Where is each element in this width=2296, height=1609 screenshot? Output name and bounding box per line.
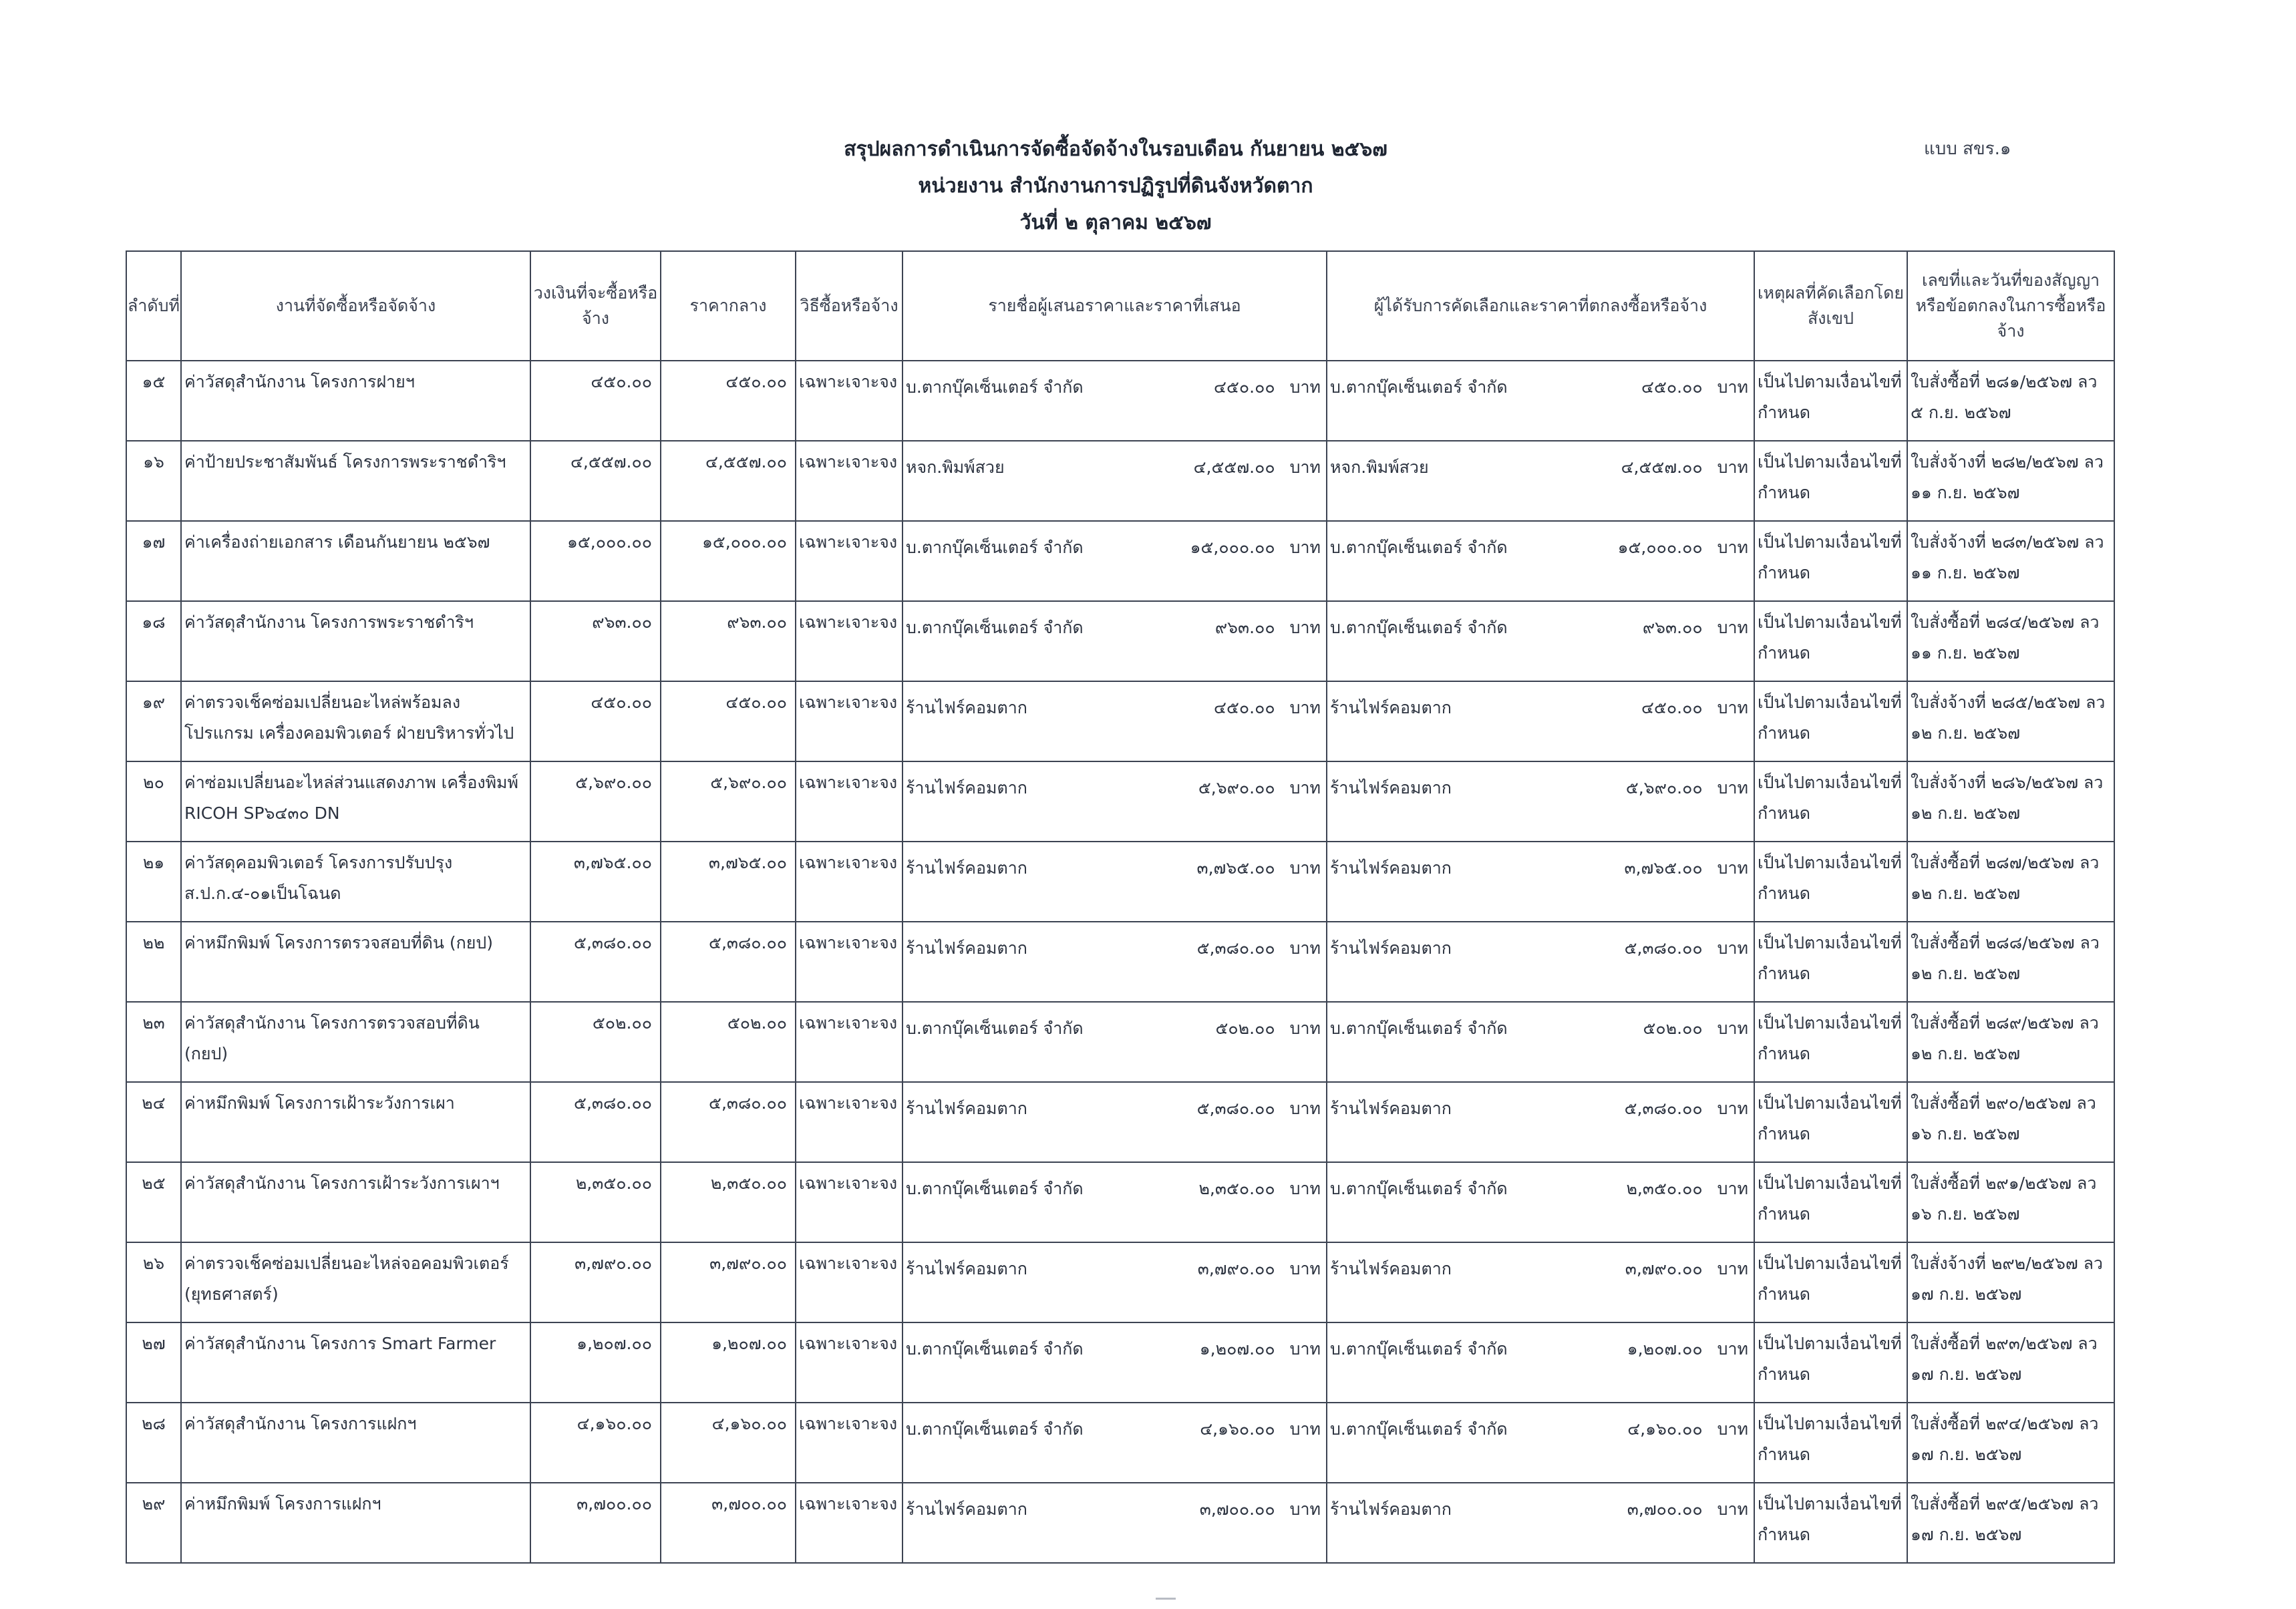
row-bidder-name: หจก.พิมพ์สวย — [906, 458, 1005, 477]
row-reason: เป็นไปตามเงื่อนไขที่กำหนด — [1754, 601, 1907, 681]
row-method: เฉพาะเจาะจง — [796, 1162, 903, 1242]
table-row — [126, 1082, 2114, 1162]
row-budget: ๒,๓๕๐.๐๐ — [530, 1162, 661, 1242]
col-header-contract: เลขที่และวันที่ของสัญญาหรือข้อตกลงในการซื้อหรือจ้าง — [1907, 251, 2114, 361]
row-winner-name: ร้านไฟร์คอมตาก — [1330, 698, 1452, 717]
row-bid-price: ๓,๗๙๐.๐๐ — [1197, 1259, 1275, 1278]
row-win-price: ๒,๓๕๐.๐๐ — [1626, 1179, 1703, 1198]
row-reason: เป็นไปตามเงื่อนไขที่กำหนด — [1754, 1162, 1907, 1242]
row-bidder-name: ร้านไฟร์คอมตาก — [906, 858, 1027, 878]
row-bid-price: ๕,๓๘๐.๐๐ — [1196, 1099, 1275, 1118]
row-contract: ใบสั่งจ้างที่ ๒๙๒/๒๕๖๗ ลว ๑๗ ก.ย. ๒๕๖๗ — [1907, 1242, 2114, 1322]
row-bid-unit: บาท — [1289, 1179, 1321, 1198]
row-median-price: ๓,๗๙๐.๐๐ — [661, 1242, 796, 1322]
row-bid-price: ๙๖๓.๐๐ — [1214, 618, 1275, 637]
row-win-unit: บาท — [1717, 938, 1748, 958]
row-bidder-cell — [903, 842, 1327, 922]
row-item: ค่าวัสดุสำนักงาน โครงการพระราชดำริฯ — [181, 601, 530, 681]
row-selected-cell — [1327, 1162, 1754, 1242]
row-reason: เป็นไปตามเงื่อนไขที่กำหนด — [1754, 361, 1907, 441]
col-header-bidders: รายชื่อผู้เสนอราคาและราคาที่เสนอ — [903, 251, 1327, 361]
row-win-price: ๙๖๓.๐๐ — [1642, 618, 1703, 637]
row-bid-price: ๕,๓๘๐.๐๐ — [1196, 938, 1275, 958]
table-row — [126, 681, 2114, 761]
row-win-unit: บาท — [1717, 1099, 1748, 1118]
row-number: ๒๗ — [126, 1322, 181, 1403]
row-bid-unit: บาท — [1289, 377, 1321, 397]
page-mark — [1156, 1598, 1176, 1600]
row-number: ๑๕ — [126, 361, 181, 441]
row-bidder-name: ร้านไฟร์คอมตาก — [906, 778, 1027, 797]
row-median-price: ๑,๒๐๗.๐๐ — [661, 1322, 796, 1403]
row-win-price: ๔๕๐.๐๐ — [1641, 698, 1703, 717]
row-winner-name: ร้านไฟร์คอมตาก — [1330, 1499, 1452, 1519]
row-item: ค่าหมึกพิมพ์ โครงการแฝกฯ — [181, 1483, 530, 1563]
row-selected-cell — [1327, 601, 1754, 681]
row-median-price: ๕,๖๙๐.๐๐ — [661, 761, 796, 842]
row-bidder-cell — [903, 1242, 1327, 1322]
row-reason: เป็นไปตามเงื่อนไขที่กำหนด — [1754, 842, 1907, 922]
row-selected-cell — [1327, 1483, 1754, 1563]
row-bidder-cell — [903, 441, 1327, 521]
row-win-unit: บาท — [1717, 1419, 1748, 1439]
row-bid-price: ๒,๓๕๐.๐๐ — [1198, 1179, 1275, 1198]
row-win-price: ๔,๕๕๗.๐๐ — [1621, 458, 1703, 477]
row-win-unit: บาท — [1717, 377, 1748, 397]
row-reason: เป็นไปตามเงื่อนไขที่กำหนด — [1754, 521, 1907, 601]
row-win-price: ๓,๗๖๕.๐๐ — [1624, 858, 1703, 878]
row-method: เฉพาะเจาะจง — [796, 761, 903, 842]
col-header-reason: เหตุผลที่คัดเลือกโดยสังเขป — [1754, 251, 1907, 361]
row-winner-name: บ.ตากบุ๊คเซ็นเตอร์ จำกัด — [1330, 1179, 1508, 1198]
row-bidder-cell — [903, 1403, 1327, 1483]
row-reason: เป็นไปตามเงื่อนไขที่กำหนด — [1754, 1322, 1907, 1403]
form-code: แบบ สขร.๑ — [1924, 139, 2011, 159]
row-method: เฉพาะเจาะจง — [796, 842, 903, 922]
row-win-unit: บาท — [1717, 1179, 1748, 1198]
row-bidder-cell — [903, 361, 1327, 441]
row-contract: ใบสั่งซื้อที่ ๒๘๔/๒๕๖๗ ลว ๑๑ ก.ย. ๒๕๖๗ — [1907, 601, 2114, 681]
row-bid-unit: บาท — [1289, 938, 1321, 958]
row-budget: ๓,๗๙๐.๐๐ — [530, 1242, 661, 1322]
row-median-price: ๓,๗๖๕.๐๐ — [661, 842, 796, 922]
row-win-price: ๕,๓๘๐.๐๐ — [1624, 938, 1703, 958]
row-win-price: ๕๐๒.๐๐ — [1643, 1019, 1703, 1038]
row-budget: ๓,๗๖๕.๐๐ — [530, 842, 661, 922]
row-item: ค่าตรวจเช็คซ่อมเปลี่ยนอะไหล่พร้อมลงโปรแกรม เครื่องคอมพิวเตอร์ ฝ่ายบริหารทั่วไป — [181, 681, 530, 761]
row-winner-name: บ.ตากบุ๊คเซ็นเตอร์ จำกัด — [1330, 1019, 1508, 1038]
row-bid-unit: บาท — [1289, 1019, 1321, 1038]
row-bidder-cell — [903, 761, 1327, 842]
row-win-price: ๓,๗๐๐.๐๐ — [1627, 1499, 1703, 1519]
row-budget: ๑,๒๐๗.๐๐ — [530, 1322, 661, 1403]
row-median-price: ๔,๑๖๐.๐๐ — [661, 1403, 796, 1483]
procurement-table — [126, 250, 2115, 1564]
row-item: ค่าตรวจเช็คซ่อมเปลี่ยนอะไหล่จอคอมพิวเตอร์ (ยุทธศาสตร์) — [181, 1242, 530, 1322]
row-reason: เป็นไปตามเงื่อนไขที่กำหนด — [1754, 441, 1907, 521]
row-bid-price: ๔๕๐.๐๐ — [1214, 698, 1275, 717]
row-bid-unit: บาท — [1289, 698, 1321, 717]
row-bid-unit: บาท — [1289, 1419, 1321, 1439]
row-contract: ใบสั่งซื้อที่ ๒๘๘/๒๕๖๗ ลว ๑๒ ก.ย. ๒๕๖๗ — [1907, 922, 2114, 1002]
row-bidder-cell — [903, 681, 1327, 761]
row-contract: ใบสั่งจ้างที่ ๒๘๕/๒๕๖๗ ลว ๑๒ ก.ย. ๒๕๖๗ — [1907, 681, 2114, 761]
row-win-price: ๔,๑๖๐.๐๐ — [1627, 1419, 1703, 1439]
row-budget: ๔,๕๕๗.๐๐ — [530, 441, 661, 521]
row-median-price: ๔,๕๕๗.๐๐ — [661, 441, 796, 521]
row-bidder-cell — [903, 601, 1327, 681]
row-selected-cell — [1327, 1403, 1754, 1483]
row-method: เฉพาะเจาะจง — [796, 601, 903, 681]
row-method: เฉพาะเจาะจง — [796, 922, 903, 1002]
row-reason: เป็นไปตามเงื่อนไขที่กำหนด — [1754, 1082, 1907, 1162]
row-winner-name: ร้านไฟร์คอมตาก — [1330, 858, 1452, 878]
row-item: ค่าวัสดุสำนักงาน โครงการแฝกฯ — [181, 1403, 530, 1483]
row-method: เฉพาะเจาะจง — [796, 1242, 903, 1322]
row-method: เฉพาะเจาะจง — [796, 1322, 903, 1403]
table-row — [126, 1483, 2114, 1563]
col-header-selected: ผู้ได้รับการคัดเลือกและราคาที่ตกลงซื้อหรือจ้าง — [1327, 251, 1754, 361]
row-bid-unit: บาท — [1289, 1259, 1321, 1278]
row-bid-unit: บาท — [1289, 1499, 1321, 1519]
row-win-unit: บาท — [1717, 858, 1748, 878]
row-bid-price: ๑๕,๐๐๐.๐๐ — [1190, 538, 1275, 557]
row-number: ๒๒ — [126, 922, 181, 1002]
row-contract: ใบสั่งจ้างที่ ๒๘๓/๒๕๖๗ ลว ๑๑ ก.ย. ๒๕๖๗ — [1907, 521, 2114, 601]
row-winner-name: ร้านไฟร์คอมตาก — [1330, 938, 1452, 958]
row-winner-name: หจก.พิมพ์สวย — [1330, 458, 1429, 477]
row-reason: เป็นไปตามเงื่อนไขที่กำหนด — [1754, 922, 1907, 1002]
row-median-price: ๕๐๒.๐๐ — [661, 1002, 796, 1082]
row-budget: ๕,๖๙๐.๐๐ — [530, 761, 661, 842]
row-bid-unit: บาท — [1289, 1099, 1321, 1118]
row-bidder-name: ร้านไฟร์คอมตาก — [906, 698, 1027, 717]
row-method: เฉพาะเจาะจง — [796, 1483, 903, 1563]
row-number: ๑๘ — [126, 601, 181, 681]
row-contract: ใบสั่งซื้อที่ ๒๙๔/๒๕๖๗ ลว ๑๗ ก.ย. ๒๕๖๗ — [1907, 1403, 2114, 1483]
row-budget: ๕,๓๘๐.๐๐ — [530, 922, 661, 1002]
row-item: ค่าเครื่องถ่ายเอกสาร เดือนกันยายน ๒๕๖๗ — [181, 521, 530, 601]
row-contract: ใบสั่งซื้อที่ ๒๙๐/๒๕๖๗ ลว ๑๖ ก.ย. ๒๕๖๗ — [1907, 1082, 2114, 1162]
row-bidder-cell — [903, 521, 1327, 601]
table-row — [126, 1162, 2114, 1242]
row-method: เฉพาะเจาะจง — [796, 1082, 903, 1162]
table-row — [126, 361, 2114, 441]
row-method: เฉพาะเจาะจง — [796, 441, 903, 521]
row-number: ๒๑ — [126, 842, 181, 922]
row-median-price: ๕,๓๘๐.๐๐ — [661, 1082, 796, 1162]
row-contract: ใบสั่งซื้อที่ ๒๘๙/๒๕๖๗ ลว ๑๒ ก.ย. ๒๕๖๗ — [1907, 1002, 2114, 1082]
row-method: เฉพาะเจาะจง — [796, 1403, 903, 1483]
row-bid-price: ๕,๖๙๐.๐๐ — [1198, 778, 1275, 797]
row-winner-name: บ.ตากบุ๊คเซ็นเตอร์ จำกัด — [1330, 538, 1508, 557]
row-reason: เป็นไปตามเงื่อนไขที่กำหนด — [1754, 1403, 1907, 1483]
row-selected-cell — [1327, 681, 1754, 761]
row-win-unit: บาท — [1717, 618, 1748, 637]
row-selected-cell — [1327, 842, 1754, 922]
row-bid-price: ๔,๕๕๗.๐๐ — [1193, 458, 1275, 477]
row-bidder-name: บ.ตากบุ๊คเซ็นเตอร์ จำกัด — [906, 377, 1084, 397]
row-item: ค่าหมึกพิมพ์ โครงการเฝ้าระวังการเผา — [181, 1082, 530, 1162]
row-number: ๒๓ — [126, 1002, 181, 1082]
row-contract: ใบสั่งซื้อที่ ๒๙๓/๒๕๖๗ ลว ๑๗ ก.ย. ๒๕๖๗ — [1907, 1322, 2114, 1403]
row-bidder-name: บ.ตากบุ๊คเซ็นเตอร์ จำกัด — [906, 618, 1084, 637]
row-median-price: ๕,๓๘๐.๐๐ — [661, 922, 796, 1002]
row-win-price: ๑,๒๐๗.๐๐ — [1627, 1339, 1703, 1359]
row-win-unit: บาท — [1717, 698, 1748, 717]
row-winner-name: บ.ตากบุ๊คเซ็นเตอร์ จำกัด — [1330, 618, 1508, 637]
row-contract: ใบสั่งซื้อที่ ๒๘๗/๒๕๖๗ ลว ๑๒ ก.ย. ๒๕๖๗ — [1907, 842, 2114, 922]
document-date: วันที่ ๒ ตุลาคม ๒๕๖๗ — [1019, 211, 1212, 234]
row-selected-cell — [1327, 361, 1754, 441]
table-row — [126, 601, 2114, 681]
row-item: ค่าวัสดุสำนักงาน โครงการฝายฯ — [181, 361, 530, 441]
row-budget: ๔,๑๖๐.๐๐ — [530, 1403, 661, 1483]
row-method: เฉพาะเจาะจง — [796, 1002, 903, 1082]
row-budget: ๙๖๓.๐๐ — [530, 601, 661, 681]
row-bidder-name: บ.ตากบุ๊คเซ็นเตอร์ จำกัด — [906, 1019, 1084, 1038]
row-winner-name: บ.ตากบุ๊คเซ็นเตอร์ จำกัด — [1330, 377, 1508, 397]
row-bidder-name: บ.ตากบุ๊คเซ็นเตอร์ จำกัด — [906, 1419, 1084, 1439]
row-number: ๒๙ — [126, 1483, 181, 1563]
row-win-unit: บาท — [1717, 778, 1748, 797]
row-reason: เป็นไปตามเงื่อนไขที่กำหนด — [1754, 681, 1907, 761]
row-bid-price: ๓,๗๐๐.๐๐ — [1199, 1499, 1275, 1519]
row-number: ๑๖ — [126, 441, 181, 521]
row-win-unit: บาท — [1717, 1019, 1748, 1038]
row-bid-price: ๕๐๒.๐๐ — [1215, 1019, 1275, 1038]
row-selected-cell — [1327, 521, 1754, 601]
col-header-median-price: ราคากลาง — [661, 251, 796, 361]
row-bidder-cell — [903, 1002, 1327, 1082]
row-item: ค่าวัสดุสำนักงาน โครงการ Smart Farmer — [181, 1322, 530, 1403]
row-item: ค่าวัสดุสำนักงาน โครงการตรวจสอบที่ดิน (กยป) — [181, 1002, 530, 1082]
row-bidder-name: ร้านไฟร์คอมตาก — [906, 938, 1027, 958]
row-bidder-name: ร้านไฟร์คอมตาก — [906, 1259, 1027, 1278]
table-row — [126, 441, 2114, 521]
row-number: ๒๐ — [126, 761, 181, 842]
row-bidder-cell — [903, 1162, 1327, 1242]
row-win-price: ๔๕๐.๐๐ — [1641, 377, 1703, 397]
col-header-budget: วงเงินที่จะซื้อหรือจ้าง — [530, 251, 661, 361]
table-row — [126, 1322, 2114, 1403]
row-selected-cell — [1327, 441, 1754, 521]
row-number: ๑๗ — [126, 521, 181, 601]
row-win-unit: บาท — [1717, 538, 1748, 557]
row-selected-cell — [1327, 1002, 1754, 1082]
row-selected-cell — [1327, 1322, 1754, 1403]
row-win-price: ๓,๗๙๐.๐๐ — [1625, 1259, 1703, 1278]
row-reason: เป็นไปตามเงื่อนไขที่กำหนด — [1754, 1002, 1907, 1082]
row-bid-unit: บาท — [1289, 1339, 1321, 1359]
row-selected-cell — [1327, 761, 1754, 842]
row-method: เฉพาะเจาะจง — [796, 521, 903, 601]
row-win-price: ๑๕,๐๐๐.๐๐ — [1617, 538, 1703, 557]
row-contract: ใบสั่งซื้อที่ ๒๙๑/๒๕๖๗ ลว ๑๖ ก.ย. ๒๕๖๗ — [1907, 1162, 2114, 1242]
col-header-no: ลำดับที่ — [126, 251, 181, 361]
row-median-price: ๔๕๐.๐๐ — [661, 681, 796, 761]
row-median-price: ๑๕,๐๐๐.๐๐ — [661, 521, 796, 601]
row-winner-name: ร้านไฟร์คอมตาก — [1330, 1099, 1452, 1118]
row-method: เฉพาะเจาะจง — [796, 681, 903, 761]
row-budget: ๕๐๒.๐๐ — [530, 1002, 661, 1082]
row-reason: เป็นไปตามเงื่อนไขที่กำหนด — [1754, 761, 1907, 842]
table-header-row — [126, 251, 2114, 361]
row-item: ค่าวัสดุคอมพิวเตอร์ โครงการปรับปรุง ส.ป.ก.๔-๐๑เป็นโฉนด — [181, 842, 530, 922]
row-number: ๒๘ — [126, 1403, 181, 1483]
row-selected-cell — [1327, 1242, 1754, 1322]
row-winner-name: ร้านไฟร์คอมตาก — [1330, 1259, 1452, 1278]
row-item: ค่าป้ายประชาสัมพันธ์ โครงการพระราชดำริฯ — [181, 441, 530, 521]
row-win-price: ๕,๓๘๐.๐๐ — [1624, 1099, 1703, 1118]
row-win-price: ๕,๖๙๐.๐๐ — [1625, 778, 1703, 797]
table-row — [126, 842, 2114, 922]
row-winner-name: บ.ตากบุ๊คเซ็นเตอร์ จำกัด — [1330, 1419, 1508, 1439]
row-selected-cell — [1327, 922, 1754, 1002]
row-bidder-cell — [903, 922, 1327, 1002]
row-budget: ๓,๗๐๐.๐๐ — [530, 1483, 661, 1563]
table-row — [126, 521, 2114, 601]
row-win-unit: บาท — [1717, 1259, 1748, 1278]
col-header-item: งานที่จัดซื้อหรือจัดจ้าง — [181, 251, 530, 361]
row-bid-unit: บาท — [1289, 538, 1321, 557]
row-median-price: ๒,๓๕๐.๐๐ — [661, 1162, 796, 1242]
row-reason: เป็นไปตามเงื่อนไขที่กำหนด — [1754, 1242, 1907, 1322]
row-budget: ๕,๓๘๐.๐๐ — [530, 1082, 661, 1162]
row-bid-unit: บาท — [1289, 858, 1321, 878]
row-bidder-cell — [903, 1082, 1327, 1162]
table-row — [126, 761, 2114, 842]
row-budget: ๑๕,๐๐๐.๐๐ — [530, 521, 661, 601]
row-budget: ๔๕๐.๐๐ — [530, 361, 661, 441]
row-win-unit: บาท — [1717, 458, 1748, 477]
table-row — [126, 922, 2114, 1002]
document-title: สรุปผลการดำเนินการจัดซื้อจัดจ้างในรอบเดือน กันยายน ๒๕๖๗ — [844, 138, 1387, 161]
row-bid-price: ๔,๑๖๐.๐๐ — [1200, 1419, 1275, 1439]
row-median-price: ๓,๗๐๐.๐๐ — [661, 1483, 796, 1563]
row-number: ๒๔ — [126, 1082, 181, 1162]
row-bid-price: ๓,๗๖๕.๐๐ — [1196, 858, 1275, 878]
row-bidder-name: บ.ตากบุ๊คเซ็นเตอร์ จำกัด — [906, 1179, 1084, 1198]
row-median-price: ๔๕๐.๐๐ — [661, 361, 796, 441]
row-win-unit: บาท — [1717, 1499, 1748, 1519]
row-win-unit: บาท — [1717, 1339, 1748, 1359]
row-bid-unit: บาท — [1289, 458, 1321, 477]
row-number: ๒๕ — [126, 1162, 181, 1242]
row-selected-cell — [1327, 1082, 1754, 1162]
table-row — [126, 1403, 2114, 1483]
row-item: ค่าวัสดุสำนักงาน โครงการเฝ้าระวังการเผาฯ — [181, 1162, 530, 1242]
row-winner-name: ร้านไฟร์คอมตาก — [1330, 778, 1452, 797]
row-method: เฉพาะเจาะจง — [796, 361, 903, 441]
row-bidder-name: บ.ตากบุ๊คเซ็นเตอร์ จำกัด — [906, 538, 1084, 557]
row-bidder-cell — [903, 1322, 1327, 1403]
row-bid-price: ๔๕๐.๐๐ — [1214, 377, 1275, 397]
col-header-method: วิธีซื้อหรือจ้าง — [796, 251, 903, 361]
row-bid-unit: บาท — [1289, 618, 1321, 637]
row-reason: เป็นไปตามเงื่อนไขที่กำหนด — [1754, 1483, 1907, 1563]
row-median-price: ๙๖๓.๐๐ — [661, 601, 796, 681]
row-bidder-name: ร้านไฟร์คอมตาก — [906, 1499, 1027, 1519]
agency-name: หน่วยงาน สำนักงานการปฏิรูปที่ดินจังหวัดตาก — [918, 174, 1313, 198]
row-bidder-cell — [903, 1483, 1327, 1563]
row-contract: ใบสั่งซื้อที่ ๒๘๑/๒๕๖๗ ลว ๕ ก.ย. ๒๕๖๗ — [1907, 361, 2114, 441]
row-bidder-name: บ.ตากบุ๊คเซ็นเตอร์ จำกัด — [906, 1339, 1084, 1359]
row-number: ๑๙ — [126, 681, 181, 761]
row-number: ๒๖ — [126, 1242, 181, 1322]
row-bidder-name: ร้านไฟร์คอมตาก — [906, 1099, 1027, 1118]
row-item: ค่าหมึกพิมพ์ โครงการตรวจสอบที่ดิน (กยป) — [181, 922, 530, 1002]
table-row — [126, 1242, 2114, 1322]
row-budget: ๔๕๐.๐๐ — [530, 681, 661, 761]
row-contract: ใบสั่งจ้างที่ ๒๘๒/๒๕๖๗ ลว ๑๑ ก.ย. ๒๕๖๗ — [1907, 441, 2114, 521]
row-contract: ใบสั่งซื้อที่ ๒๙๕/๒๕๖๗ ลว ๑๗ ก.ย. ๒๕๖๗ — [1907, 1483, 2114, 1563]
table-row — [126, 1002, 2114, 1082]
row-contract: ใบสั่งจ้างที่ ๒๘๖/๒๕๖๗ ลว ๑๒ ก.ย. ๒๕๖๗ — [1907, 761, 2114, 842]
row-winner-name: บ.ตากบุ๊คเซ็นเตอร์ จำกัด — [1330, 1339, 1508, 1359]
row-bid-price: ๑,๒๐๗.๐๐ — [1199, 1339, 1275, 1359]
row-bid-unit: บาท — [1289, 778, 1321, 797]
row-item: ค่าซ่อมเปลี่ยนอะไหล่ส่วนแสดงภาพ เครื่องพิมพ์ RICOH SP๖๔๓๐ DN — [181, 761, 530, 842]
